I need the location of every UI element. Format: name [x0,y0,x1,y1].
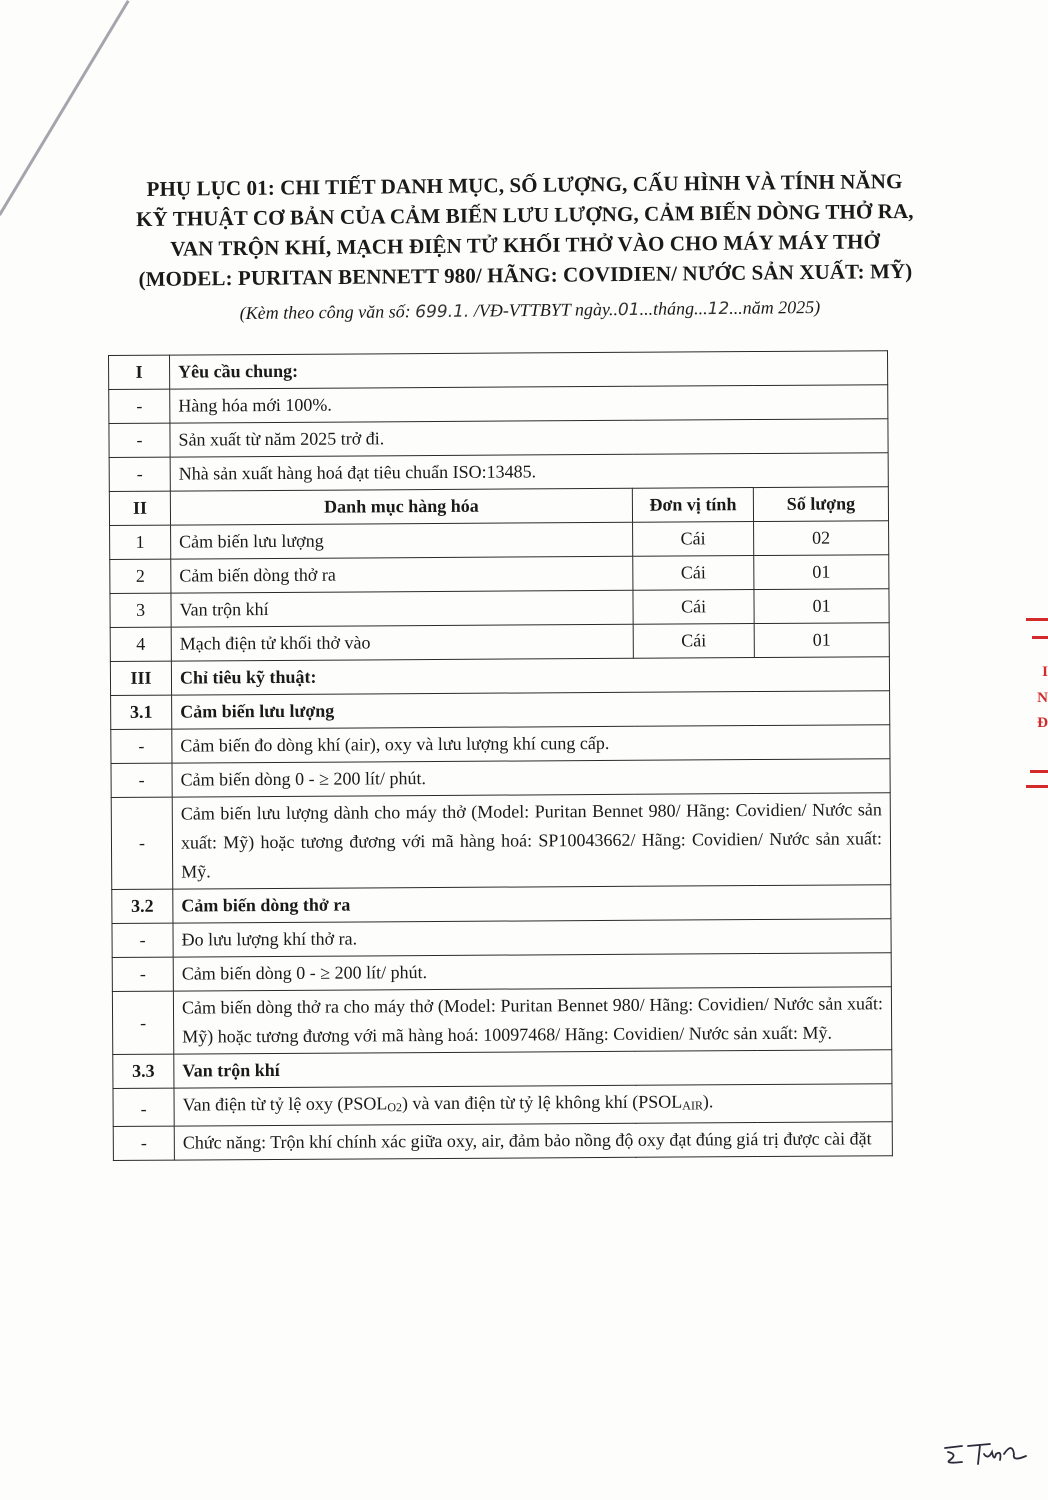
table-row [109,453,888,492]
section-3-heading-row [110,657,889,696]
spec-text: Cảm biến đo dòng khí (air), oxy và lưu lượng khí cung cấp. [172,725,890,763]
subsection-heading-row [111,691,890,730]
bullet: - [109,457,170,491]
bullet: - [112,923,173,957]
document-subtitle [150,296,910,325]
title-line-3: VAN TRỘN KHÍ, MẠCH ĐIỆN TỬ KHỐI THỞ VÀO CHO MÁY MÁY THỞ [170,229,881,261]
handwritten-month: 12 [707,298,730,320]
section-2-header-row [109,487,888,526]
item-qty: 01 [754,589,889,624]
bullet: - [111,763,172,797]
subtitle-suffix: ...năm 2025) [729,296,821,318]
item-name: Mạch điện tử khối thở vào [171,624,633,661]
spec-text: Cảm biến dòng 0 - ≥ 200 lít/ phút. [173,953,891,991]
subtitle-month-label: ...tháng... [639,298,708,319]
table-row [111,759,890,798]
bullet: - [112,991,173,1054]
subtitle-mid: /VĐ-VTTBYT ngày.. [469,299,619,321]
item-number: 2 [110,559,171,593]
requirement-text: Hàng hóa mới 100%. [170,385,888,423]
bullet: - [113,1126,174,1160]
handwritten-day: 01 [617,299,640,321]
subsection-number: 3.2 [112,889,173,923]
item-name: Cảm biến lưu lượng [171,522,633,559]
table-row [112,953,891,992]
table-row [109,385,888,424]
requirement-text: Sản xuất từ năm 2025 trở đi. [170,419,888,457]
spec-table [108,350,893,1161]
bullet: - [109,389,170,423]
bullet: - [112,957,173,991]
subsection-number: 3.1 [111,695,172,729]
subsection-heading: Cảm biến lưu lượng [172,691,890,729]
title-line-2: KỸ THUẬT CƠ BẢN CỦA CẢM BIẾN LƯU LƯỢNG, CẢM BIẾN DÒNG THỞ RA, [135,198,914,232]
subsection-heading-row [113,1050,892,1089]
subtitle-prefix: (Kèm theo công văn số: [239,301,416,324]
spec-text: Cảm biến dòng 0 - ≥ 200 lít/ phút. [172,759,890,797]
item-name: Cảm biến dòng thở ra [171,556,633,593]
table-row [109,419,888,458]
spec-text-part: Van điện từ tỷ lệ oxy (PSOL [182,1093,388,1115]
table-row [110,555,889,594]
stamp-line [1030,770,1048,773]
table-row [110,589,889,628]
title-line-1: PHỤ LỤC 01: CHI TIẾT DANH MỤC, SỐ LƯỢNG, CẤU HÌNH VÀ TÍNH NĂNG [146,169,903,201]
item-unit: Cái [633,590,754,625]
item-unit: Cái [633,522,754,557]
section-1-heading-row [109,351,888,390]
subsection-heading: Cảm biến dòng thở ra [173,885,891,923]
subscript-o2: O2 [387,1100,403,1115]
table-row [112,987,891,1055]
table-row [111,793,891,890]
item-qty: 01 [754,623,889,658]
spec-text-part: ). [702,1091,714,1112]
section-number: I [109,355,170,389]
subscript-air: AIR [682,1098,703,1113]
subsection-heading-row [112,885,891,924]
table-row [111,725,890,764]
red-stamp-fragment [1012,600,1048,820]
stamp-letter: N [1037,690,1048,706]
spec-text [174,1084,892,1126]
requirement-text: Nhà sản xuất hàng hoá đạt tiêu chuẩn ISO:13485. [170,453,888,491]
document-title [99,166,950,295]
stamp-letter: I [1042,664,1048,680]
table-row [113,1122,892,1161]
bullet: - [113,1088,174,1126]
section-heading: Chỉ tiêu kỹ thuật: [171,657,889,695]
item-number: 1 [110,525,171,559]
spec-text: Chức năng: Trộn khí chính xác giữa oxy, air, đảm bảo nồng độ oxy đạt đúng giá trị được cài đặt [174,1122,892,1160]
table-row [110,623,889,662]
bullet: - [111,729,172,763]
item-number: 3 [110,593,171,627]
item-unit: Cái [633,624,754,659]
bullet: - [109,423,170,457]
column-header-unit: Đơn vị tính [632,488,753,523]
item-number: 4 [110,627,171,661]
item-name: Van trộn khí [171,590,633,627]
bullet: - [111,797,173,889]
spec-text: Cảm biến dòng thở ra cho máy thở (Model: Puritan Bennet 980/ Hãng: Covidien/ Nước sản xuất: Mỹ) hoặc tương đương với mã hàng hoá: 10097468/ Hãng: Covidien/ Nước sản xuất: Mỹ. [173,987,891,1054]
section-number: III [110,661,171,695]
stamp-line [1032,636,1048,639]
item-qty: 02 [754,521,889,556]
subsection-number: 3.3 [113,1054,174,1088]
item-unit: Cái [633,556,754,591]
spec-text-part: ) và van điện từ tỷ lệ không khí (PSOL [401,1091,683,1114]
table-row [110,521,889,560]
title-line-4: (MODEL: PURITAN BENNETT 980/ HÃNG: COVIDIEN/ NƯỚC SẢN XUẤT: MỸ) [138,258,913,292]
stamp-line [1026,618,1048,621]
stamp-letter: Đ [1037,715,1048,731]
item-qty: 01 [754,555,889,590]
subsection-heading: Van trộn khí [174,1050,892,1088]
table-row [113,1084,892,1127]
stamp-line [1026,785,1048,788]
spec-text: Cảm biến lưu lượng dành cho máy thở (Model: Puritan Bennet 980/ Hãng: Covidien/ Nước sản xuất: Mỹ) hoặc tương đương với mã hàng hoá: SP10043662/ Hãng: Covidien/ Nước sản xuất: Mỹ. [172,793,891,889]
spec-text: Đo lưu lượng khí thở ra. [173,919,891,957]
column-header-qty: Số lượng [753,487,888,522]
column-header-name: Danh mục hàng hóa [170,488,632,525]
section-number: II [109,491,170,525]
handwritten-doc-number: 699.1. [415,301,470,323]
section-heading: Yêu cầu chung: [170,351,888,389]
signature-icon [940,1438,1030,1468]
table-row [112,919,891,958]
